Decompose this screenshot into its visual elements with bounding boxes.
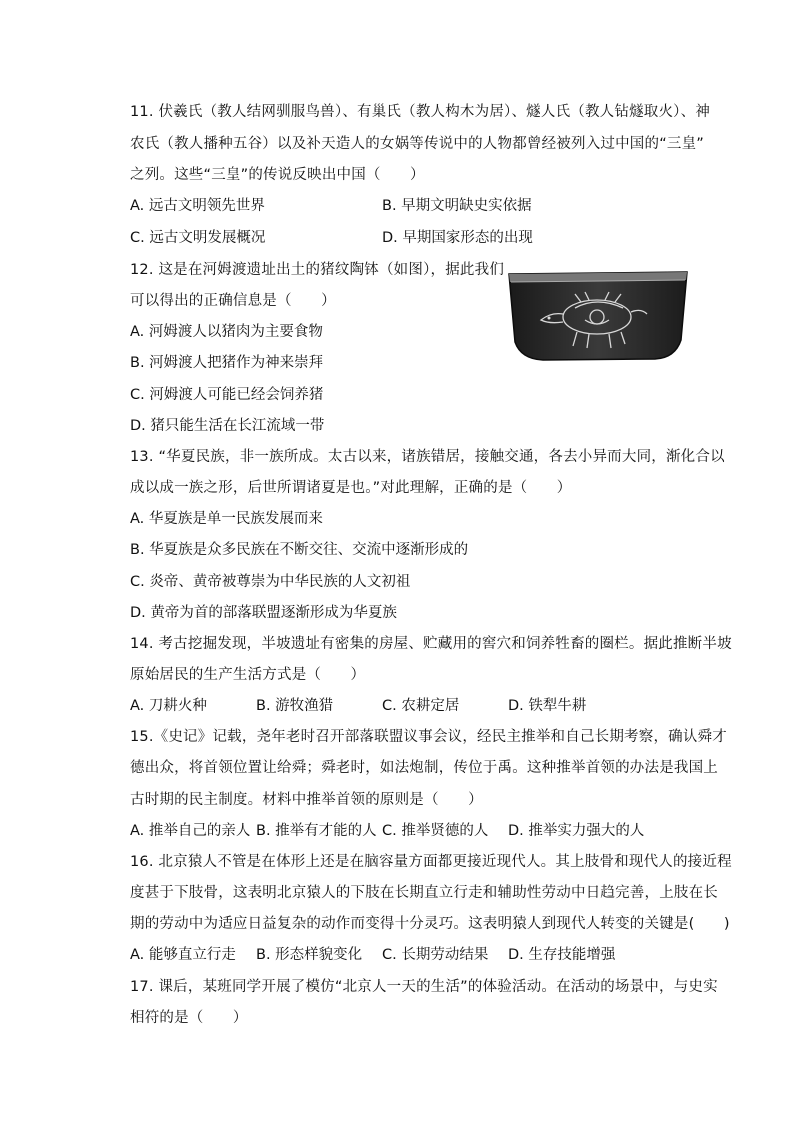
q11-option-c: C. 远古文明发展概况	[130, 230, 266, 246]
q14-line-2: 原始居民的生产生活方式是（ ）	[130, 667, 366, 683]
q13-option-b: B. 华夏族是众多民族在不断交往、交流中逐渐形成的	[130, 542, 469, 558]
q14-option-d: D. 铁犁牛耕	[508, 698, 587, 714]
q11-line-2: 农氏（教人播种五谷）以及补天造人的女娲等传说中的人物都曾经被列入过中国的“三皇”	[130, 136, 705, 152]
q14-line-1: 14. 考古挖掘发现，半坡遗址有密集的房屋、贮藏用的窖穴和饲养牲畜的圈栏。据此推断半坡	[130, 636, 732, 652]
q15-line-1: 15.《史记》记载，尧年老时召开部落联盟议事会议，经民主推举和自己长期考察，确认舜才	[130, 729, 727, 745]
q13-option-c: C. 炎帝、黄帝被尊崇为中华民族的人文初祖	[130, 574, 411, 590]
q16-line-2: 度甚于下肢骨，这表明北京猿人的下肢在长期直立行走和辅助性劳动中日趋完善，上肢在长	[130, 885, 718, 901]
q12-line-1: 12. 这是在河姆渡遗址出土的猪纹陶钵（如图），据此我们	[130, 262, 505, 278]
q13-option-a: A. 华夏族是单一民族发展而来	[130, 511, 323, 527]
q14-option-c: C. 农耕定居	[382, 698, 460, 714]
q11-option-a: A. 远古文明领先世界	[130, 198, 265, 214]
q13-option-d: D. 黄帝为首的部落联盟逐渐形成为华夏族	[130, 605, 397, 621]
q15-option-d: D. 推举实力强大的人	[508, 823, 645, 839]
pig-pattern-pottery-bowl-icon	[505, 262, 691, 362]
q11-option-b: B. 早期文明缺史实依据	[382, 198, 532, 214]
q16-option-d: D. 生存技能增强	[508, 947, 616, 963]
q14-option-b: B. 游牧渔猎	[256, 698, 334, 714]
q12-option-d: D. 猪只能生活在长江流域一带	[130, 418, 325, 434]
q16-option-b: B. 形态样貌变化	[256, 947, 363, 963]
q15-option-a: A. 推举自己的亲人	[130, 823, 251, 839]
q16-line-1: 16. 北京猿人不管是在体形上还是在脑容量方面都更接近现代人。其上肢骨和现代人的接近程	[130, 854, 732, 870]
q15-option-b: B. 推举有才能的人	[256, 823, 377, 839]
q17-line-2: 相符的是（ ）	[130, 1010, 248, 1026]
q11-option-d: D. 早期国家形态的出现	[382, 230, 533, 246]
q14-option-a: A. 刀耕火种	[130, 698, 207, 714]
q13-line-2: 成以成一族之形，后世所谓诸夏是也。”对此理解，正确的是（ ）	[130, 480, 572, 496]
q12-option-a: A. 河姆渡人以猪肉为主要食物	[130, 324, 323, 340]
q11-line-3: 之列。这些“三皇”的传说反映出中国（ ）	[130, 167, 425, 183]
q17-line-1: 17. 课后，某班同学开展了模仿“北京人一天的生活”的体验活动。在活动的场景中，与史实	[130, 979, 718, 995]
q13-line-1: 13. “华夏民族，非一族所成。太古以来，诸族错居，接触交通，各去小异而大同，渐化合以	[130, 449, 725, 465]
q16-option-a: A. 能够直立行走	[130, 947, 236, 963]
q16-option-c: C. 长期劳动结果	[382, 947, 489, 963]
q12-option-b: B. 河姆渡人把猪作为神来崇拜	[130, 355, 324, 371]
q12-option-c: C. 河姆渡人可能已经会饲养猪	[130, 387, 324, 403]
q15-line-2: 德出众，将首领位置让给舜；舜老时，如法炮制，传位于禹。这种推举首领的办法是我国上	[130, 760, 718, 776]
q12-line-2: 可以得出的正确信息是（ ）	[130, 293, 336, 309]
q11-line-1: 11. 伏羲氏（教人结网驯服鸟兽）、有巢氏（教人构木为居）、燧人氏（教人钻燧取火）、神	[130, 104, 711, 120]
q15-line-3: 古时期的民主制度。材料中推举首领的原则是（ ）	[130, 792, 483, 808]
q16-line-3: 期的劳动中为适应日益复杂的动作而变得十分灵巧。这表明猿人到现代人转变的关键是( )	[130, 916, 730, 932]
q15-option-c: C. 推举贤德的人	[382, 823, 489, 839]
